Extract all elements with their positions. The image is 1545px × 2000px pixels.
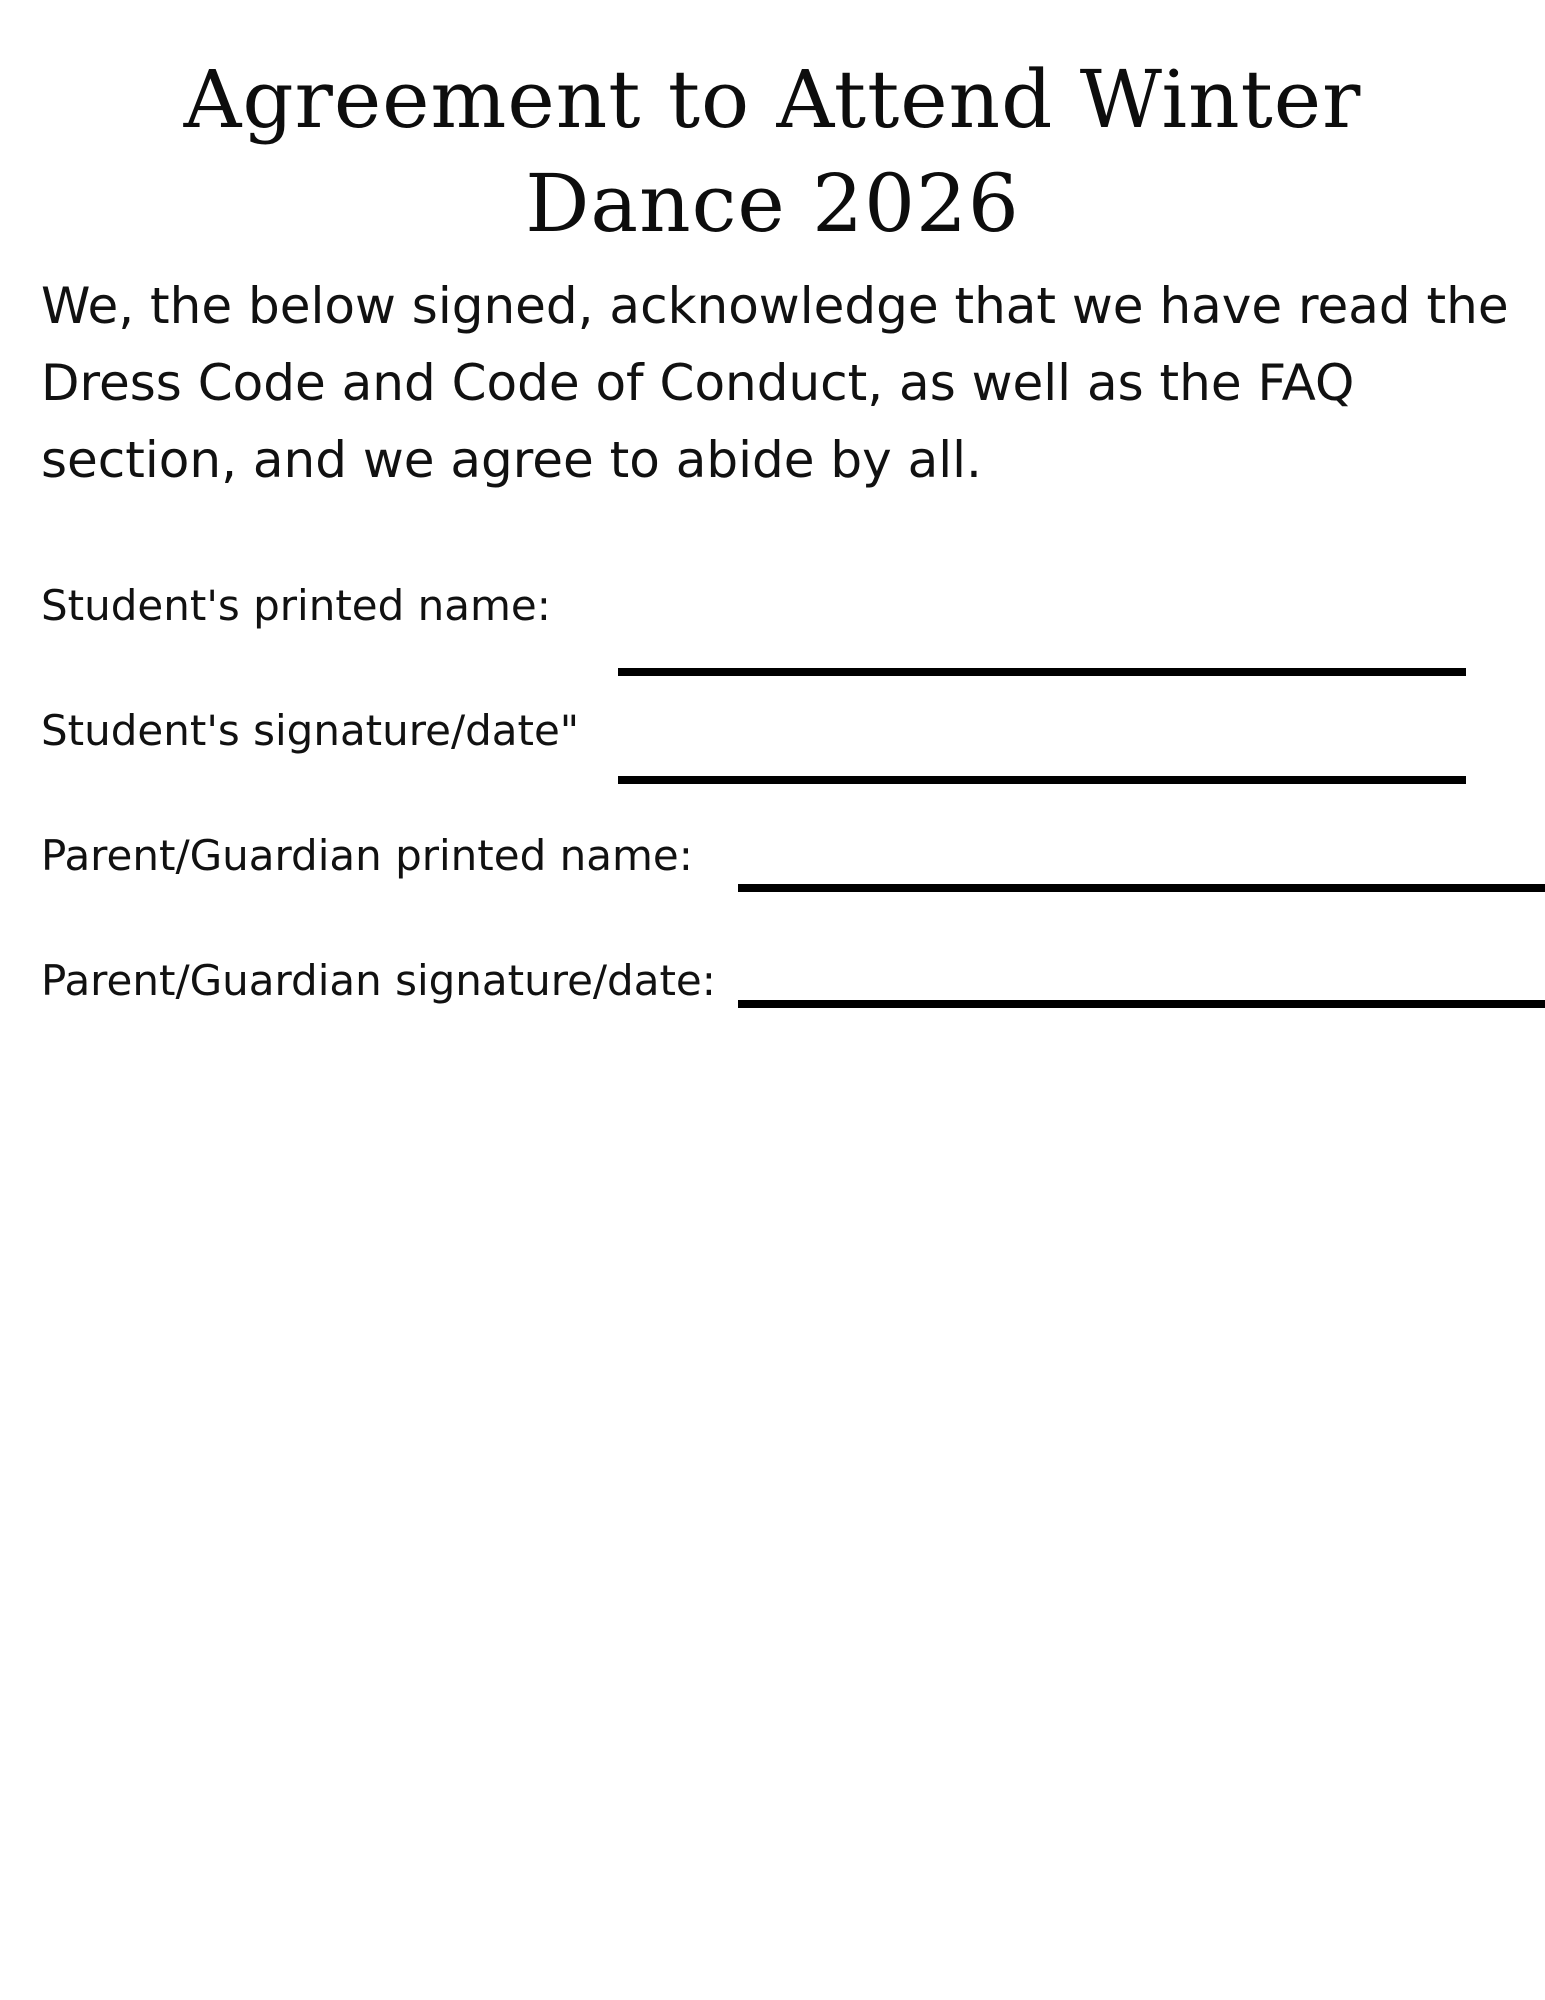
student-signature-date-line[interactable] bbox=[618, 776, 1466, 784]
student-signature-date-label: Student's signature/date" bbox=[41, 706, 580, 755]
form-title: Agreement to Attend Winter Dance 2026 bbox=[183, 53, 1362, 250]
student-printed-name-label: Student's printed name: bbox=[41, 581, 551, 630]
agreement-statement: We, the below signed, acknowledge that we have read the Dress Code and Code of Conduct, as well as the FAQ section, and we agree to abide by all. bbox=[41, 277, 1509, 489]
guardian-printed-name-label: Parent/Guardian printed name: bbox=[41, 831, 693, 880]
guardian-signature-date-label: Parent/Guardian signature/date: bbox=[41, 956, 716, 1005]
guardian-signature-date-line[interactable] bbox=[738, 1000, 1545, 1008]
guardian-printed-name-line[interactable] bbox=[738, 884, 1545, 892]
student-printed-name-line[interactable] bbox=[618, 668, 1466, 676]
